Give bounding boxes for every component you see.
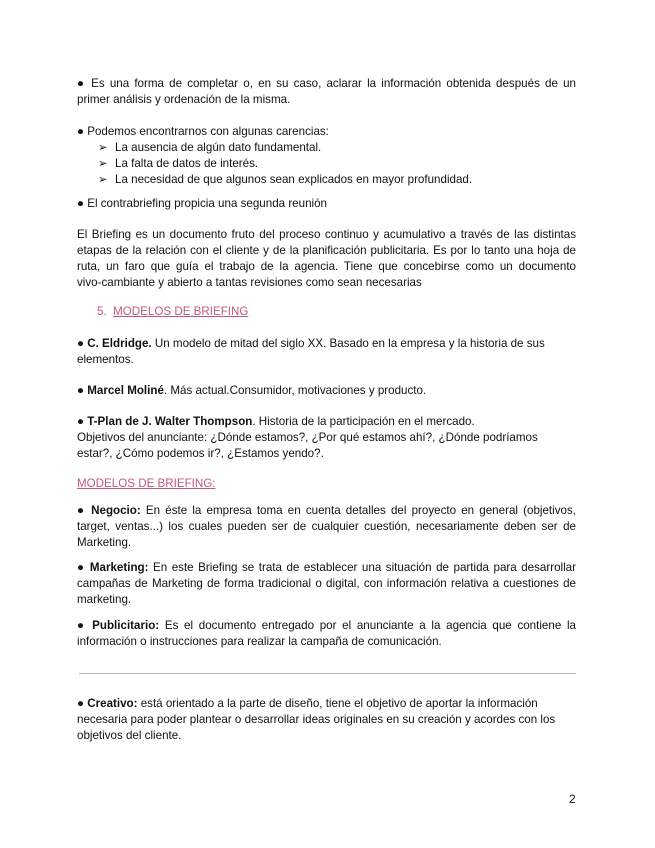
page-number: 2 (569, 792, 576, 806)
text-line: El Briefing es un documento fruto del proceso continuo y acumulativo a través de las distintas (77, 228, 576, 241)
bullet: ● (77, 504, 92, 517)
carencia-item (98, 156, 258, 172)
text-line: ● Es una forma de completar o, en su caso, aclarar la información obtenida después de un (77, 77, 576, 90)
carencia-text: La necesidad de que algunos sean explicados en mayor profundidad. (115, 173, 473, 186)
bullet: ● (77, 415, 88, 428)
type-name: Creativo: (87, 697, 138, 710)
type-name: Negocio: (91, 504, 141, 517)
bullet: ● (77, 619, 93, 632)
text-line: Objetivos del anunciante: ¿Dónde estamos?, ¿Por qué estamos ahí?, ¿Dónde podríamos (77, 431, 538, 444)
paragraph-briefing-definition (77, 227, 576, 291)
section-number: 5. (97, 305, 107, 318)
model-name: C. Eldridge. (87, 337, 152, 350)
model-description: Un modelo de mitad del siglo XX. Basado en la empresa y la historia de sus (151, 337, 545, 350)
type-name: Marketing: (89, 561, 149, 574)
type-publicitario (77, 618, 576, 650)
text-line: objetivos del cliente. (77, 729, 182, 742)
arrow-bullet-icon: ➢ (98, 173, 108, 186)
text-line: target, ventas...) los cuales pueden ser de cualquier cuestión, necesariamente deben ser de (77, 520, 576, 533)
bullet: ● (77, 337, 88, 350)
model-moline (77, 383, 576, 399)
model-name: T-Plan de J. Walter Thompson (87, 415, 253, 428)
model-description: . Historia de la participación en el mercado. (252, 415, 475, 428)
section-heading-modelos: MODELOS DE BRIEFING: (77, 477, 216, 490)
section-heading-5 (97, 305, 248, 318)
carencia-item (98, 172, 472, 188)
type-creativo (77, 696, 576, 744)
bullet: ● (77, 384, 88, 397)
type-description: Es el documento entregado por el anunciante a la agencia que contiene la (159, 619, 576, 632)
carencias-intro: ● Podemos encontrarnos con algunas carencias: (77, 125, 329, 138)
text-line: ruta, un faro que guía el trabajo de la agencia. Tiene que concebirse como un documento (77, 260, 576, 273)
carencia-text: La falta de datos de interés. (115, 157, 259, 170)
bullet: ● (77, 561, 90, 574)
text-line: marketing. (77, 593, 132, 606)
horizontal-divider (79, 673, 576, 674)
section-title: MODELOS DE BRIEFING (113, 305, 249, 318)
text-line: primer análisis y ordenación de la misma. (77, 93, 291, 106)
type-name: Publicitario: (92, 619, 160, 632)
text-line: etapas de la relación con el cliente y de la planificación publicitaria. Es por lo tanto una hoja de (77, 244, 576, 257)
text-line: estar?, ¿Cómo podemos ir?, ¿Estamos yendo?. (77, 447, 324, 460)
text-line: elementos. (77, 353, 134, 366)
model-name: Marcel Moliné (87, 384, 164, 397)
type-description: En éste la empresa toma en cuenta detalles del proyecto en general (objetivos, (140, 504, 576, 517)
type-description: está orientado a la parte de diseño, tiene el objetivo de aportar la información (137, 697, 538, 710)
carencia-item (98, 140, 321, 156)
text-line: información o instrucciones para realizar la campaña de comunicación. (77, 635, 442, 648)
paragraph-segunda-reunion: ● El contrabriefing propicia una segunda reunión (77, 197, 327, 210)
bullet: ● (77, 697, 88, 710)
arrow-bullet-icon: ➢ (98, 157, 108, 170)
model-tplan (77, 414, 576, 462)
model-description: . Más actual.Consumidor, motivaciones y producto. (163, 384, 427, 397)
type-description: En este Briefing se trata de establecer una situación de partida para desarrollar (148, 561, 576, 574)
carencia-text: La ausencia de algún dato fundamental. (115, 141, 322, 154)
type-marketing (77, 560, 576, 608)
type-negocio (77, 503, 576, 551)
text-line: campañas de Marketing de forma tradicional o digital, con información relativa a cuestiones de (77, 577, 576, 590)
model-eldridge (77, 336, 576, 368)
text-line: vivo-cambiante y abierto a tantas revisiones como sean necesarias (77, 276, 422, 289)
arrow-bullet-icon: ➢ (98, 141, 108, 154)
paragraph-contrabriefing-purpose (77, 76, 576, 108)
text-line: necesaria para poder plantear o desarrollar ideas originales en su creación y acordes con los (77, 713, 556, 726)
text-line: Marketing. (77, 536, 132, 549)
